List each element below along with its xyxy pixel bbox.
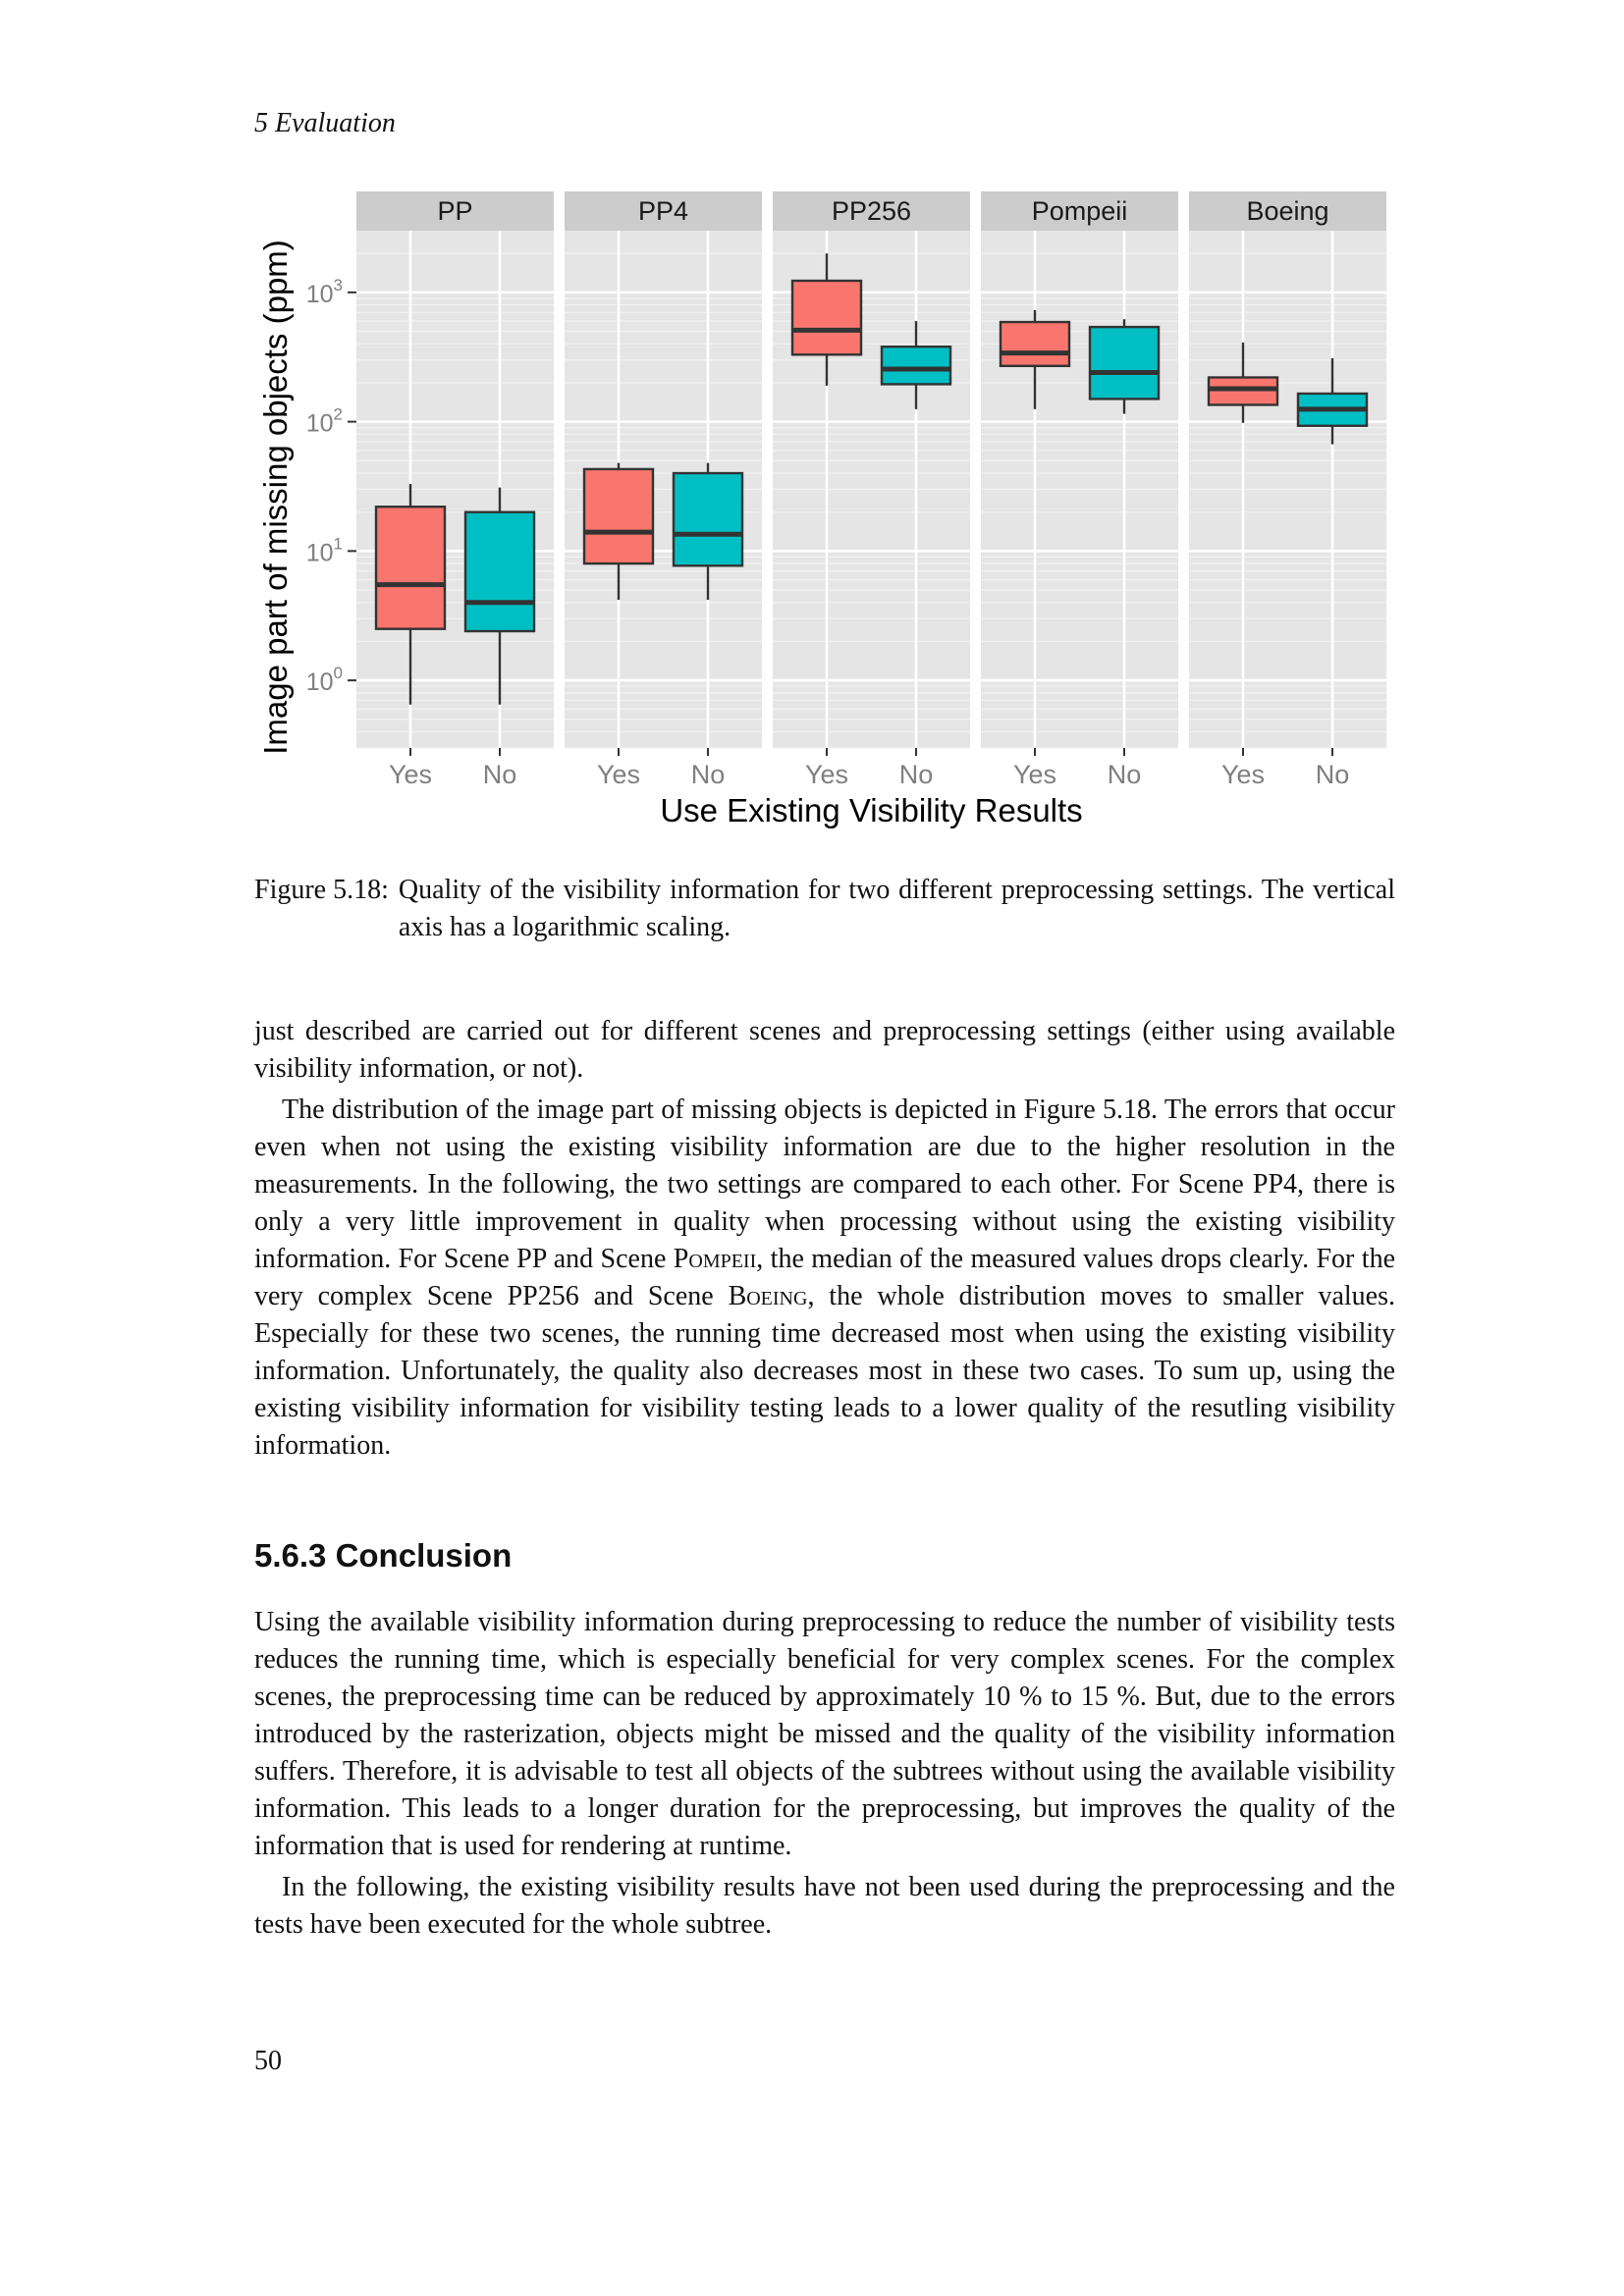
y-tick-label: $10^1$: [305, 534, 343, 567]
y-axis-title: Image part of missing objects (ppm): [257, 240, 294, 755]
paragraph-text: The distribution of the image part of missing objects is depicted in Figure 5.18. The errors that occur even when not using the existing visibility information are due to the higher resolution in the measurements. In the following, the two settings are compared to each other. For Scene PP4, there is only a very little improvement in quality when processing without using the existing visibility information. For Scene PP and Scene: [254, 1095, 1395, 1274]
scene-name-pompeii: Pompeii: [673, 1244, 757, 1274]
x-tick-label: Yes: [1220, 760, 1266, 789]
paragraph-text: , the whole distribution moves to smaller values. Especially for these two scenes, the running time decreased most when using the existing visibility information. Unfortunately, the quality also decreases most in these two cases. To sum up, using the existing visibility information for visibility testing leads to a lower quality of the resutling visibility information.: [254, 1281, 1395, 1461]
paragraph-conclusion: Using the available visibility information during preprocessing to reduce the number of visibility tests reduces the running time, which is especially beneficial for very complex scenes. For the complex scenes, the preprocessing time can be reduced by approximately 10 % to 15 %. But, due to the errors introduced by the rasterization, objects might be missed and the quality of the visibility information suffers. Therefore, it is advisable to test all objects of the subtrees without using the available visibility information. This leads to a longer duration for the preprocessing, but improves the quality of the information that is used for rendering at runtime.: [254, 1607, 1395, 1861]
paragraph-distribution: [254, 1092, 1395, 1465]
caption-label: Figure 5.18:: [254, 875, 389, 905]
x-tick-label: No: [482, 760, 517, 789]
page-number: 50: [254, 2046, 282, 2076]
box-no: [465, 512, 534, 631]
boxplot-chart: [245, 177, 1404, 834]
paragraph-text: , the median of the measured values drops clearly. For the very complex Scene PP256 and Scene: [254, 1244, 1395, 1311]
paragraph-following: In the following, the existing visibility results have not been used during the preprocessing and the tests have been executed for the whole subtree.: [254, 1872, 1395, 1940]
x-axis-title: Use Existing Visibility Results: [660, 792, 1083, 828]
x-tick-label: Yes: [596, 760, 641, 789]
figure-5-18: [245, 177, 1404, 839]
body-text-top: [254, 1013, 1395, 1465]
box-no: [674, 473, 742, 565]
facet-label: PP4: [637, 196, 689, 226]
box-yes: [792, 281, 861, 354]
x-tick-label: No: [1107, 760, 1142, 789]
x-tick-label: Yes: [1012, 760, 1057, 789]
box-no: [1090, 327, 1159, 399]
section-heading: 5.6.3 Conclusion: [254, 1537, 513, 1574]
x-tick-label: Yes: [388, 760, 433, 789]
x-tick-label: No: [690, 760, 726, 789]
caption-text: Quality of the visibility information for two different preprocessing settings. The vertical axis has a logarithmic scaling.: [398, 875, 1395, 942]
y-tick-label: $10^3$: [305, 275, 343, 308]
scene-name-boeing: Boeing: [728, 1281, 808, 1311]
box-yes: [1001, 322, 1069, 366]
facet-label: Pompeii: [1031, 196, 1128, 226]
y-tick-label: $10^0$: [305, 664, 343, 697]
body-text-conclusion: [254, 1604, 1395, 1944]
box-yes: [376, 507, 445, 628]
x-tick-label: No: [1315, 760, 1350, 789]
facet-label: PP256: [831, 196, 912, 226]
box-yes: [584, 469, 653, 563]
paragraph-continued: just described are carried out for different scenes and preprocessing settings (either using available visibility information, or not).: [254, 1016, 1395, 1084]
facet-label: Boeing: [1246, 196, 1329, 226]
y-tick-label: $10^2$: [305, 404, 343, 438]
x-tick-label: Yes: [804, 760, 849, 789]
facet-label: PP: [437, 196, 473, 226]
running-head: 5 Evaluation: [254, 108, 396, 138]
figure-caption: [254, 872, 1395, 946]
x-tick-label: No: [898, 760, 934, 789]
box-no: [882, 347, 950, 384]
